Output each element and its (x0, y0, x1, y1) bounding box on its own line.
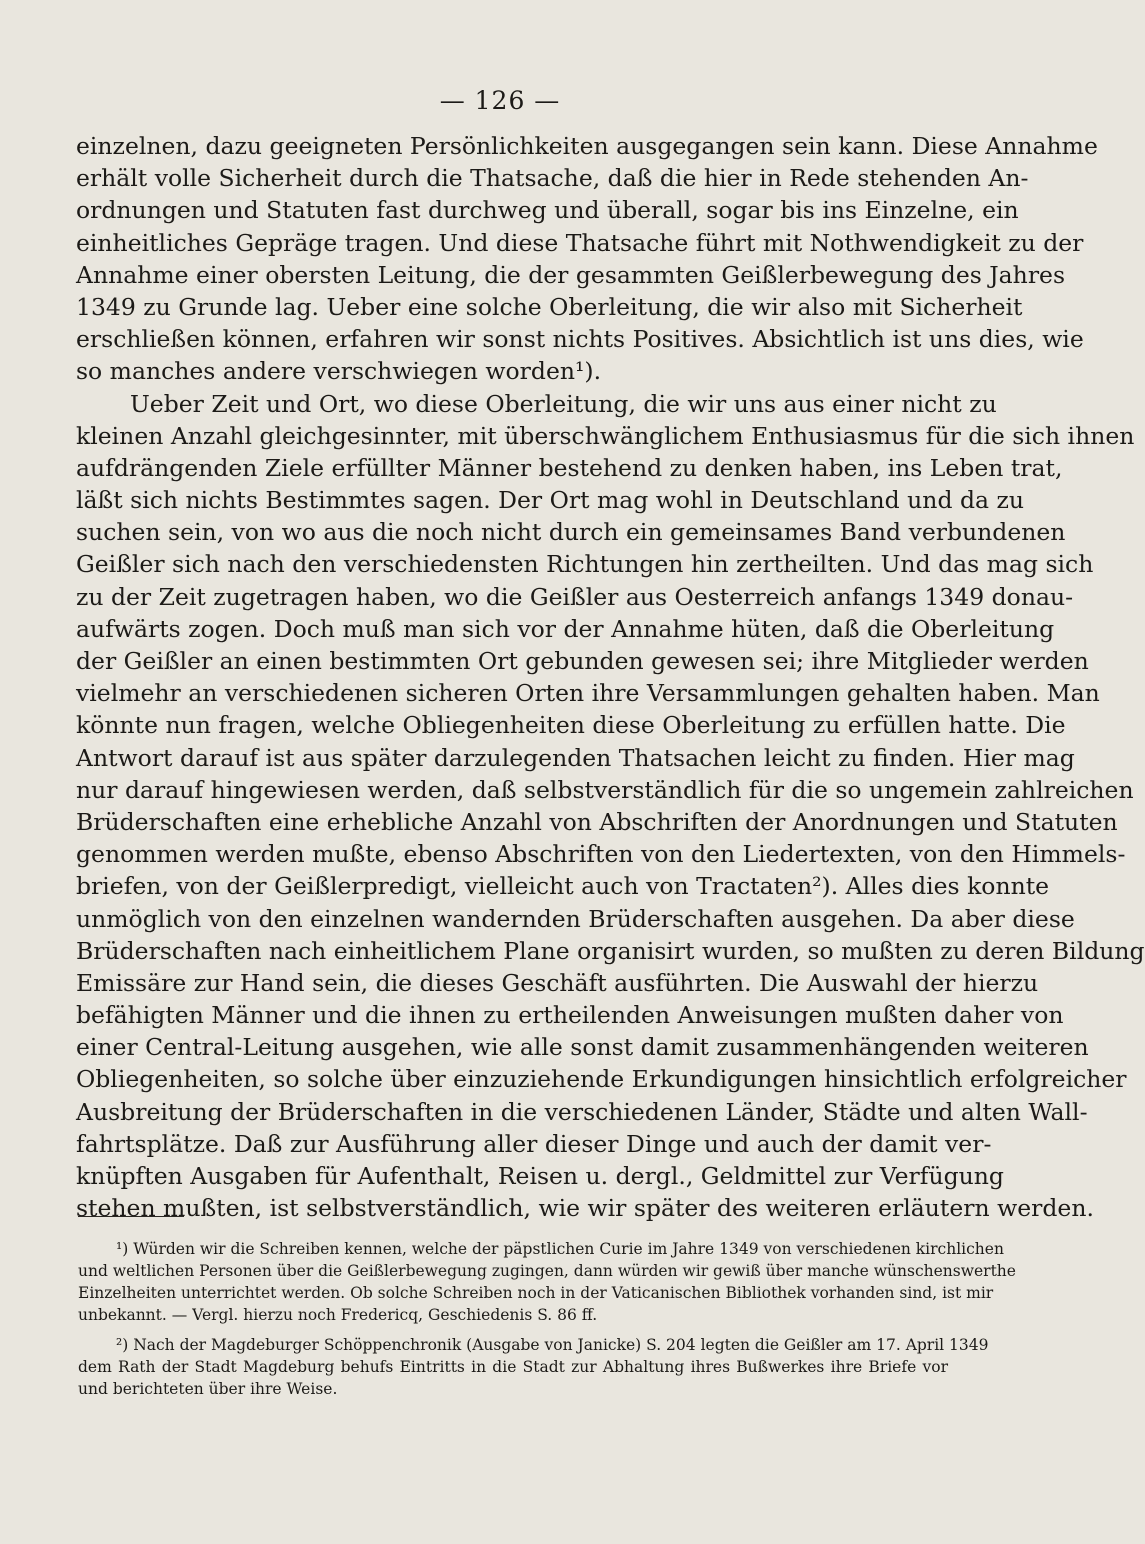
text-line: befähigten Männer und die ihnen zu ertheilenden Anweisungen mußten daher von (76, 1001, 1064, 1030)
footnote-line: ¹) Würden wir die Schreiben kennen, welche der päpstlichen Curie im Jahre 1349 von verschiedenen kirchlichen (116, 1240, 1004, 1258)
main-text (76, 130, 1145, 1224)
footnote-line: dem Rath der Stadt Magdeburg behufs Eintritts in die Stadt zur Abhaltung ihres Bußwerkes ihre Briefe vor (78, 1358, 948, 1376)
text-line: Annahme einer obersten Leitung, die der gesammten Geißlerbewegung des Jahres (76, 260, 1066, 289)
text-line: Brüderschaften nach einheitlichem Plane organisirt wurden, so mußten zu deren Bildung (76, 936, 1145, 965)
text-line: einzelnen, dazu geeigneten Persönlichkeiten ausgegangen sein kann. Diese Annahme (76, 132, 1098, 160)
text-line: Ueber Zeit und Ort, wo diese Oberleitung, die wir uns aus einer nicht zu (130, 389, 997, 418)
text-line: ordnungen und Statuten fast durchweg und überall, sogar bis ins Einzelne, ein (76, 196, 1019, 225)
text-line: fahrtsplätze. Daß zur Ausführung aller dieser Dinge und auch der damit ver- (76, 1129, 992, 1158)
text-line: erschließen können, erfahren wir sonst nichts Positives. Absichtlich ist uns dies, wie (76, 325, 1084, 354)
footnote-line: ²) Nach der Magdeburger Schöppenchronik (Ausgabe von Janicke) S. 204 legten die Geißler am 17. April 1349 (116, 1336, 989, 1354)
footnote-gap (78, 1326, 948, 1334)
footnote-line: Einzelheiten unterrichtet werden. Ob solche Schreiben noch in der Vaticanischen Bibliothek vorhanden sind, ist mir (78, 1284, 994, 1302)
page-number: — 126 — (439, 86, 561, 115)
footnote-separator (78, 1216, 184, 1217)
footnote-2 (78, 1334, 989, 1400)
footnote-1 (78, 1238, 1016, 1326)
text-line: knüpften Ausgaben für Aufenthalt, Reisen u. dergl., Geldmittel zur Verfügung (76, 1162, 1004, 1190)
footnote-line: und berichteten über ihre Weise. (78, 1380, 338, 1398)
text-line: der Geißler an einen bestimmten Ort gebunden gewesen sei; ihre Mitglieder werden (76, 647, 1089, 675)
text-line: könnte nun fragen, welche Obliegenheiten diese Oberleitung zu erfüllen hatte. Die (76, 711, 1066, 740)
text-line: einheitliches Gepräge tragen. Und diese Thatsache führt mit Nothwendigkeit zu der (76, 228, 1084, 257)
text-line: Brüderschaften eine erhebliche Anzahl von Abschriften der Anordnungen und Statuten (76, 807, 1118, 836)
text-line: aufwärts zogen. Doch muß man sich vor der Annahme hüten, daß die Oberleitung (76, 614, 1055, 643)
text-line: 1349 zu Grunde lag. Ueber eine solche Oberleitung, die wir also mit Sicherheit (76, 292, 1023, 321)
text-line: nur darauf hingewiesen werden, daß selbstverständlich für die so ungemein zahlreichen (76, 775, 1134, 804)
text-line: so manches andere verschwiegen worden¹). (76, 357, 602, 386)
text-line: Emissäre zur Hand sein, die dieses Geschäft ausführten. Die Auswahl der hierzu (76, 968, 1039, 997)
text-line: Ausbreitung der Brüderschaften in die verschiedenen Länder, Städte und alten Wall- (76, 1097, 1088, 1126)
text-line: stehen mußten, ist selbstverständlich, wie wir später des weiteren erläutern werden. (76, 1194, 1094, 1223)
footnote-line: unbekannt. — Vergl. hierzu noch Fredericq, Geschiedenis S. 86 ff. (78, 1306, 598, 1324)
text-line: aufdrängenden Ziele erfüllter Männer bestehend zu denken haben, ins Leben trat, (76, 453, 1063, 482)
text-line: Geißler sich nach den verschiedensten Richtungen hin zertheilten. Und das mag sich (76, 550, 1094, 579)
text-line: läßt sich nichts Bestimmtes sagen. Der Ort mag wohl in Deutschland und da zu (76, 486, 1024, 515)
text-line: Antwort darauf ist aus später darzulegenden Thatsachen leicht zu finden. Hier mag (76, 743, 1075, 772)
text-line: einer Central-Leitung ausgehen, wie alle sonst damit zusammenhängenden weiteren (76, 1033, 1089, 1062)
footnote-line: und weltlichen Personen über die Geißlerbewegung zugingen, dann würden wir gewiß über manche wünschenswerthe (78, 1262, 1016, 1280)
text-line: Obliegenheiten, so solche über einzuziehende Erkundigungen hinsichtlich erfolgreicher (76, 1065, 1127, 1094)
text-line: suchen sein, von wo aus die noch nicht durch ein gemeinsames Band verbundenen (76, 518, 1066, 547)
text-line: kleinen Anzahl gleichgesinnter, mit überschwänglichem Enthusiasmus für die sich ihnen (76, 421, 1135, 450)
text-line: genommen werden mußte, ebenso Abschriften von den Liedertexten, von den Himmels- (76, 840, 1126, 869)
text-line: briefen, von der Geißlerpredigt, vielleicht auch von Tractaten²). Alles dies konnte (76, 872, 1050, 901)
text-line: vielmehr an verschiedenen sicheren Orten ihre Versammlungen gehalten haben. Man (76, 679, 1100, 708)
text-line: zu der Zeit zugetragen haben, wo die Geißler aus Oesterreich anfangs 1349 donau- (76, 582, 1074, 611)
text-line: unmöglich von den einzelnen wandernden Brüderschaften ausgehen. Da aber diese (76, 904, 1075, 933)
text-line: erhält volle Sicherheit durch die Thatsache, daß die hier in Rede stehenden An- (76, 164, 1029, 193)
footnotes (78, 1238, 1016, 1400)
